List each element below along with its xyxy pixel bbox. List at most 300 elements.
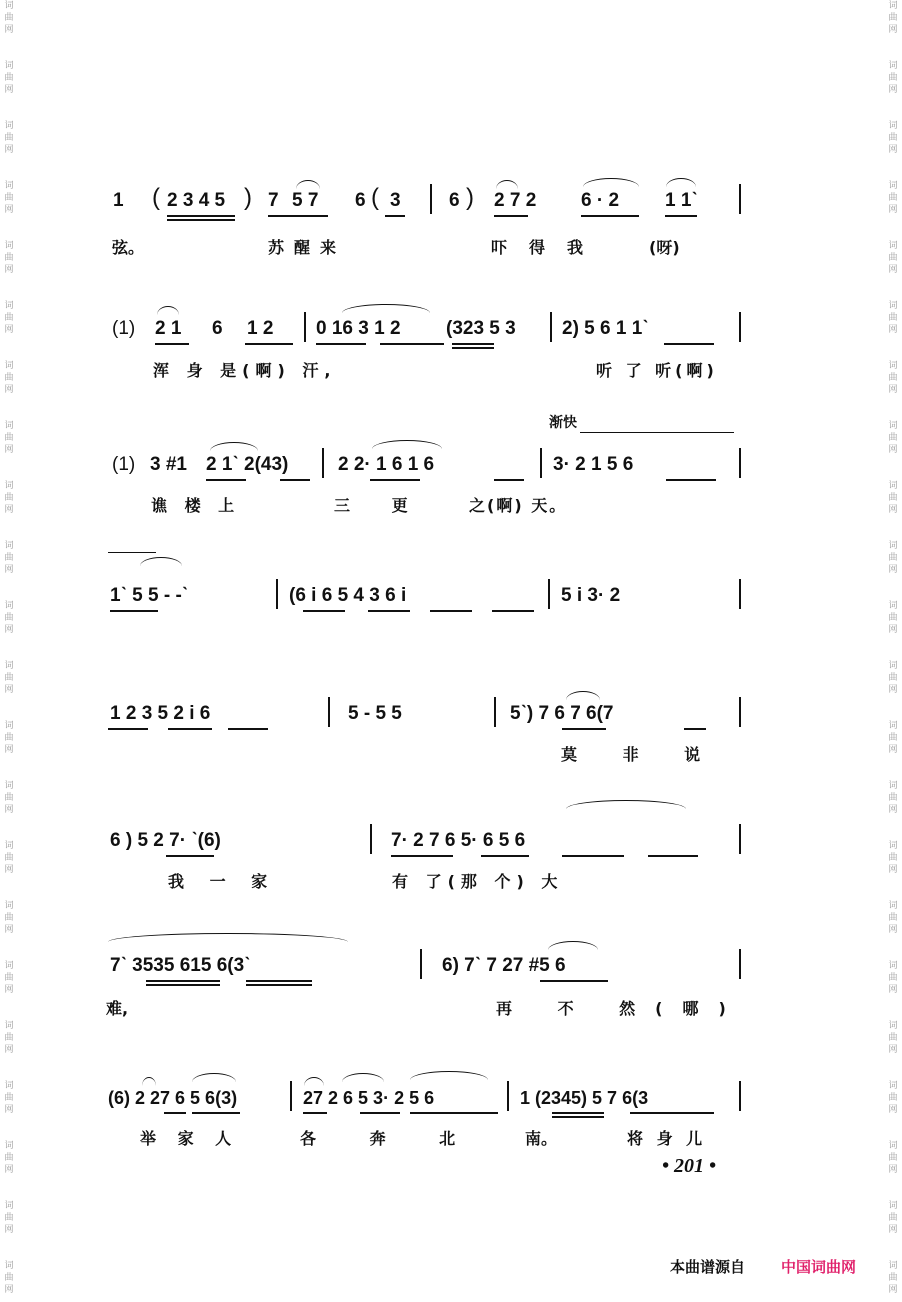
bar-line: [739, 312, 741, 342]
note-group: 1 2 3 5 2 i 6: [110, 703, 211, 724]
note-group: 2 3 4 5: [167, 190, 226, 211]
watermark-char: 曲: [4, 1153, 14, 1163]
bar-line: [739, 184, 741, 214]
note-group: 7ˋ 3535 615 6(3ˋ: [110, 955, 251, 976]
watermark-char: 曲: [4, 193, 14, 203]
underline: [552, 1112, 604, 1114]
watermark-gap: [2, 516, 16, 540]
watermark-char: 网: [888, 925, 898, 935]
watermark-gap: [2, 1116, 16, 1140]
watermark-char: 词: [4, 1021, 14, 1031]
watermark-char: 曲: [888, 1093, 898, 1103]
watermark-gap: [2, 456, 16, 480]
note: (1): [112, 318, 136, 339]
watermark-char: 曲: [4, 853, 14, 863]
underline: [155, 343, 189, 345]
lyric: 举 家 人: [140, 1129, 240, 1148]
underline: [562, 728, 606, 730]
watermark-char: 词: [4, 301, 14, 311]
lyric: 弦。: [112, 238, 145, 257]
watermark-char: 曲: [888, 553, 898, 563]
watermark-char: 词: [888, 601, 898, 611]
watermark-char: 曲: [888, 133, 898, 143]
note: 6: [355, 190, 366, 211]
watermark-gap: [886, 636, 900, 660]
bar-line: [540, 448, 542, 478]
watermark-gap: [886, 336, 900, 360]
watermark-char: 曲: [4, 553, 14, 563]
slur: [296, 180, 320, 189]
watermark-gap: [886, 576, 900, 600]
note-group: 2 7 2: [494, 190, 537, 211]
underline: [664, 343, 714, 345]
watermark-gap: [886, 36, 900, 60]
watermark-gap: [886, 1176, 900, 1200]
note-group: 1 2: [247, 318, 274, 339]
underline: [380, 343, 444, 345]
watermark-char: 网: [888, 325, 898, 335]
watermark-char: 网: [4, 1165, 14, 1175]
watermark-gap: [886, 816, 900, 840]
underline: [430, 610, 472, 612]
watermark-gap: [2, 396, 16, 420]
underline: [110, 610, 158, 612]
watermark-gap: [886, 756, 900, 780]
watermark-gap: [886, 1116, 900, 1140]
watermark-char: 网: [4, 1105, 14, 1115]
bar-line: [550, 312, 552, 342]
watermark-char: 网: [888, 385, 898, 395]
note-group: 27 2 6 5 3· 2 5 6: [303, 1088, 435, 1108]
watermark-char: 词: [888, 181, 898, 191]
watermark-char: 网: [888, 625, 898, 635]
lyric: 南。: [525, 1129, 558, 1148]
note-group: 1ˋ 5 5 - -ˋ: [110, 585, 189, 606]
watermark-gap: [886, 1056, 900, 1080]
watermark-char: 词: [888, 781, 898, 791]
watermark-char: 曲: [4, 253, 14, 263]
note-group: 3 #1: [150, 454, 187, 475]
note-group: 5 7: [292, 190, 319, 211]
watermark-char: 曲: [888, 1033, 898, 1043]
watermark-char: 网: [4, 85, 14, 95]
bar-line: [739, 949, 741, 979]
watermark-char: 曲: [4, 1273, 14, 1283]
slur: [157, 306, 179, 315]
watermark-gap: [886, 876, 900, 900]
watermark-char: 词: [888, 721, 898, 731]
slur: [548, 941, 598, 950]
note: 3: [390, 190, 401, 211]
note-group: (323 5 3: [446, 318, 516, 339]
watermark-char: 曲: [888, 193, 898, 203]
note-group: 1 1ˋ: [665, 190, 698, 211]
watermark-char: 词: [888, 1021, 898, 1031]
watermark-char: 曲: [888, 973, 898, 983]
bar-line: [276, 579, 278, 609]
bar-line: [370, 824, 372, 854]
underline: [552, 1116, 604, 1118]
underline: [665, 215, 697, 217]
underline: [391, 855, 453, 857]
watermark-gap: [2, 576, 16, 600]
note-group: 6 ) 5 2 7· ˋ(6): [110, 830, 221, 851]
underline: [268, 215, 328, 217]
watermark-char: 词: [4, 1081, 14, 1091]
watermark-char: 曲: [4, 313, 14, 323]
note-group: 1 (2345) 5 7 6(3: [520, 1088, 649, 1108]
note: (1): [112, 454, 136, 475]
note-group: (6) 2 27 6 5 6(3): [108, 1088, 238, 1108]
watermark-char: 网: [888, 505, 898, 515]
watermark-char: 曲: [888, 313, 898, 323]
watermark-char: 曲: [4, 913, 14, 923]
bar-line: [739, 1081, 741, 1111]
watermark-char: 词: [4, 781, 14, 791]
watermark-char: 网: [4, 25, 14, 35]
watermark-char: 网: [888, 25, 898, 35]
watermark-gap: [2, 276, 16, 300]
note-group: 2 1ˋ 2(43): [206, 454, 289, 475]
note-group: 3· 2 1 5 6: [553, 454, 634, 475]
slur: [342, 1073, 384, 1082]
watermark-char: 网: [888, 865, 898, 875]
watermark-gap: [886, 456, 900, 480]
watermark-char: 曲: [888, 373, 898, 383]
watermark-gap: [2, 36, 16, 60]
underline: [540, 980, 608, 982]
underline: [494, 479, 524, 481]
slur: [108, 933, 348, 942]
underline: [166, 855, 214, 857]
watermark-char: 曲: [888, 1273, 898, 1283]
bracket: (: [152, 184, 160, 211]
watermark-char: 曲: [888, 493, 898, 503]
bar-line: [739, 697, 741, 727]
watermark-char: 词: [4, 1261, 14, 1271]
underline: [492, 610, 534, 612]
right-watermark: [886, 0, 900, 1302]
underline: [146, 980, 220, 982]
watermark-char: 网: [4, 565, 14, 575]
watermark-gap: [886, 96, 900, 120]
watermark-char: 曲: [4, 673, 14, 683]
watermark-char: 网: [888, 1105, 898, 1115]
note-group: 2 2· 1 6 1 6: [338, 454, 435, 475]
underline: [303, 1112, 327, 1114]
watermark-char: 曲: [4, 973, 14, 983]
note-group: 6 · 2: [581, 190, 620, 211]
watermark-char: 词: [4, 901, 14, 911]
watermark-gap: [2, 96, 16, 120]
bar-line: [739, 824, 741, 854]
left-watermark: [2, 0, 16, 1302]
watermark-char: 网: [4, 1045, 14, 1055]
watermark-char: 词: [888, 661, 898, 671]
note-group: 0 16 3 1 2: [316, 318, 401, 339]
underline: [228, 728, 268, 730]
bracket: ): [466, 184, 474, 211]
slur: [192, 1073, 236, 1082]
slur: [666, 178, 696, 187]
lyric: 之(啊) 天。: [469, 496, 568, 515]
bar-line: [290, 1081, 292, 1111]
note-group: 7· 2 7 6 5· 6 5 6: [391, 830, 526, 851]
watermark-char: 词: [4, 601, 14, 611]
watermark-char: 网: [4, 445, 14, 455]
watermark-char: 曲: [4, 1033, 14, 1043]
watermark-char: 词: [888, 1081, 898, 1091]
watermark-gap: [2, 336, 16, 360]
note-group: 2 1: [155, 318, 182, 339]
lyric: 听 了 听(啊): [596, 361, 718, 380]
underline: [581, 215, 639, 217]
watermark-char: 网: [4, 385, 14, 395]
slur: [583, 178, 639, 187]
watermark-gap: [886, 936, 900, 960]
watermark-char: 网: [888, 445, 898, 455]
watermark-gap: [2, 1056, 16, 1080]
watermark-char: 词: [888, 841, 898, 851]
watermark-char: 曲: [4, 133, 14, 143]
watermark-char: 词: [888, 541, 898, 551]
underline: [316, 343, 366, 345]
watermark-char: 网: [4, 1285, 14, 1295]
watermark-char: 词: [4, 721, 14, 731]
watermark-gap: [886, 1296, 900, 1302]
watermark-char: 曲: [888, 433, 898, 443]
watermark-char: 网: [888, 1285, 898, 1295]
watermark-gap: [886, 516, 900, 540]
underline: [684, 728, 706, 730]
watermark-char: 网: [888, 1165, 898, 1175]
lyric: 苏醒来: [268, 238, 347, 257]
underline: [245, 343, 293, 345]
watermark-gap: [2, 156, 16, 180]
watermark-char: 网: [888, 145, 898, 155]
note-group: 5ˋ) 7 6 7 6(7: [510, 703, 614, 724]
slur: [566, 800, 686, 809]
watermark-gap: [2, 1296, 16, 1302]
slur: [342, 304, 430, 313]
watermark-char: 网: [888, 685, 898, 695]
watermark-char: 词: [4, 1141, 14, 1151]
watermark-char: 曲: [888, 73, 898, 83]
watermark-char: 曲: [888, 613, 898, 623]
underline: [146, 984, 220, 986]
watermark-char: 词: [888, 481, 898, 491]
slur: [372, 440, 442, 449]
note-group: 5 - 5 5: [348, 703, 402, 724]
watermark-gap: [2, 696, 16, 720]
slur: [140, 557, 182, 566]
watermark-char: 网: [888, 85, 898, 95]
watermark-gap: [2, 636, 16, 660]
bar-line: [739, 448, 741, 478]
watermark-gap: [886, 996, 900, 1020]
watermark-gap: [2, 216, 16, 240]
watermark-char: 词: [4, 841, 14, 851]
watermark-char: 词: [888, 61, 898, 71]
underline: [494, 215, 528, 217]
watermark-char: 网: [4, 505, 14, 515]
watermark-char: 曲: [4, 493, 14, 503]
watermark-char: 网: [888, 985, 898, 995]
underline: [410, 1112, 498, 1114]
watermark-gap: [886, 396, 900, 420]
watermark-char: 词: [888, 1141, 898, 1151]
lyric: 莫 非 说: [561, 745, 721, 764]
watermark-char: 词: [4, 61, 14, 71]
source-label: 本曲谱源自: [670, 1258, 746, 1276]
lyric: 谯 楼 上: [151, 496, 241, 515]
watermark-char: 网: [4, 985, 14, 995]
bar-line: [507, 1081, 509, 1111]
underline: [370, 479, 420, 481]
watermark-gap: [886, 156, 900, 180]
bar-line: [420, 949, 422, 979]
watermark-char: 网: [4, 745, 14, 755]
watermark-char: 曲: [888, 1213, 898, 1223]
watermark-char: 曲: [888, 1153, 898, 1163]
page-number: • 201 •: [662, 1155, 717, 1177]
watermark-char: 曲: [4, 733, 14, 743]
underline: [666, 479, 716, 481]
watermark-char: 网: [4, 1225, 14, 1235]
note: 7: [268, 190, 279, 211]
bar-line: [739, 579, 741, 609]
watermark-char: 曲: [4, 433, 14, 443]
underline: [246, 984, 312, 986]
watermark-char: 词: [4, 1201, 14, 1211]
watermark-gap: [886, 276, 900, 300]
watermark-char: 曲: [4, 13, 14, 23]
watermark-char: 曲: [4, 613, 14, 623]
watermark-char: 网: [888, 565, 898, 575]
watermark-char: 网: [888, 1045, 898, 1055]
underline: [167, 215, 235, 217]
watermark-char: 网: [4, 265, 14, 275]
lyric: 我 一 家: [168, 872, 278, 891]
slur: [210, 442, 258, 451]
watermark-char: 词: [4, 421, 14, 431]
watermark-char: 词: [888, 121, 898, 131]
watermark-char: 词: [888, 1, 898, 11]
bar-line: [304, 312, 306, 342]
watermark-gap: [2, 1176, 16, 1200]
bar-line: [328, 697, 330, 727]
bar-line: [494, 697, 496, 727]
watermark-char: 曲: [4, 373, 14, 383]
underline: [481, 855, 529, 857]
watermark-char: 曲: [4, 73, 14, 83]
watermark-char: 网: [4, 325, 14, 335]
watermark-char: 曲: [888, 793, 898, 803]
watermark-gap: [2, 1236, 16, 1260]
tempo-extension-line: [108, 552, 156, 553]
underline: [630, 1112, 714, 1114]
bracket: (: [371, 184, 379, 211]
watermark-gap: [2, 876, 16, 900]
watermark-char: 词: [888, 301, 898, 311]
watermark-char: 曲: [4, 1093, 14, 1103]
watermark-char: 网: [4, 625, 14, 635]
watermark-char: 网: [4, 925, 14, 935]
watermark-char: 网: [888, 1225, 898, 1235]
watermark-char: 网: [4, 865, 14, 875]
watermark-char: 曲: [888, 853, 898, 863]
underline: [562, 855, 624, 857]
watermark-char: 网: [4, 205, 14, 215]
underline: [167, 219, 235, 221]
watermark-char: 网: [4, 805, 14, 815]
watermark-char: 词: [888, 901, 898, 911]
watermark-char: 曲: [888, 733, 898, 743]
bar-line: [548, 579, 550, 609]
watermark-char: 网: [888, 265, 898, 275]
watermark-char: 词: [888, 1201, 898, 1211]
watermark-char: 曲: [888, 13, 898, 23]
watermark-char: 曲: [4, 1213, 14, 1223]
underline: [164, 1112, 186, 1114]
lyric: 将 身 儿: [627, 1129, 707, 1148]
lyric: 三 更: [334, 496, 426, 515]
watermark-char: 词: [4, 121, 14, 131]
watermark-char: 曲: [888, 253, 898, 263]
underline: [280, 479, 310, 481]
watermark-char: 网: [888, 745, 898, 755]
watermark-char: 词: [4, 661, 14, 671]
watermark-gap: [2, 756, 16, 780]
note-group: 2) 5 6 1 1ˋ: [562, 318, 649, 339]
underline: [368, 610, 410, 612]
bar-line: [430, 184, 432, 214]
watermark-char: 词: [4, 241, 14, 251]
lyric: 浑 身 是(啊) 汗,: [153, 361, 337, 380]
watermark-char: 词: [4, 541, 14, 551]
watermark-char: 词: [4, 481, 14, 491]
slur: [304, 1077, 324, 1086]
underline: [108, 728, 148, 730]
watermark-char: 曲: [888, 673, 898, 683]
underline: [452, 343, 494, 345]
lyric: 再 不 然(哪): [496, 999, 746, 1018]
watermark-char: 词: [4, 361, 14, 371]
underline: [360, 1112, 400, 1114]
underline: [206, 479, 246, 481]
slur: [142, 1077, 156, 1086]
watermark-char: 词: [4, 1, 14, 11]
underline: [303, 610, 345, 612]
slur: [566, 691, 600, 700]
underline: [192, 1112, 240, 1114]
watermark-gap: [886, 216, 900, 240]
lyric: 有 了(那 个) 大: [392, 872, 564, 891]
underline: [168, 728, 212, 730]
bracket: ): [244, 184, 252, 211]
note-group: 6) 7ˋ 7 27 #5 6: [442, 955, 566, 976]
site-name-link[interactable]: 中国词曲网: [781, 1258, 857, 1276]
bar-line: [322, 448, 324, 478]
watermark-gap: [886, 696, 900, 720]
watermark-char: 曲: [888, 913, 898, 923]
underline: [246, 980, 312, 982]
watermark-char: 曲: [4, 793, 14, 803]
watermark-char: 网: [888, 805, 898, 815]
watermark-gap: [2, 936, 16, 960]
watermark-char: 词: [888, 421, 898, 431]
lyric: (呀): [649, 238, 680, 257]
